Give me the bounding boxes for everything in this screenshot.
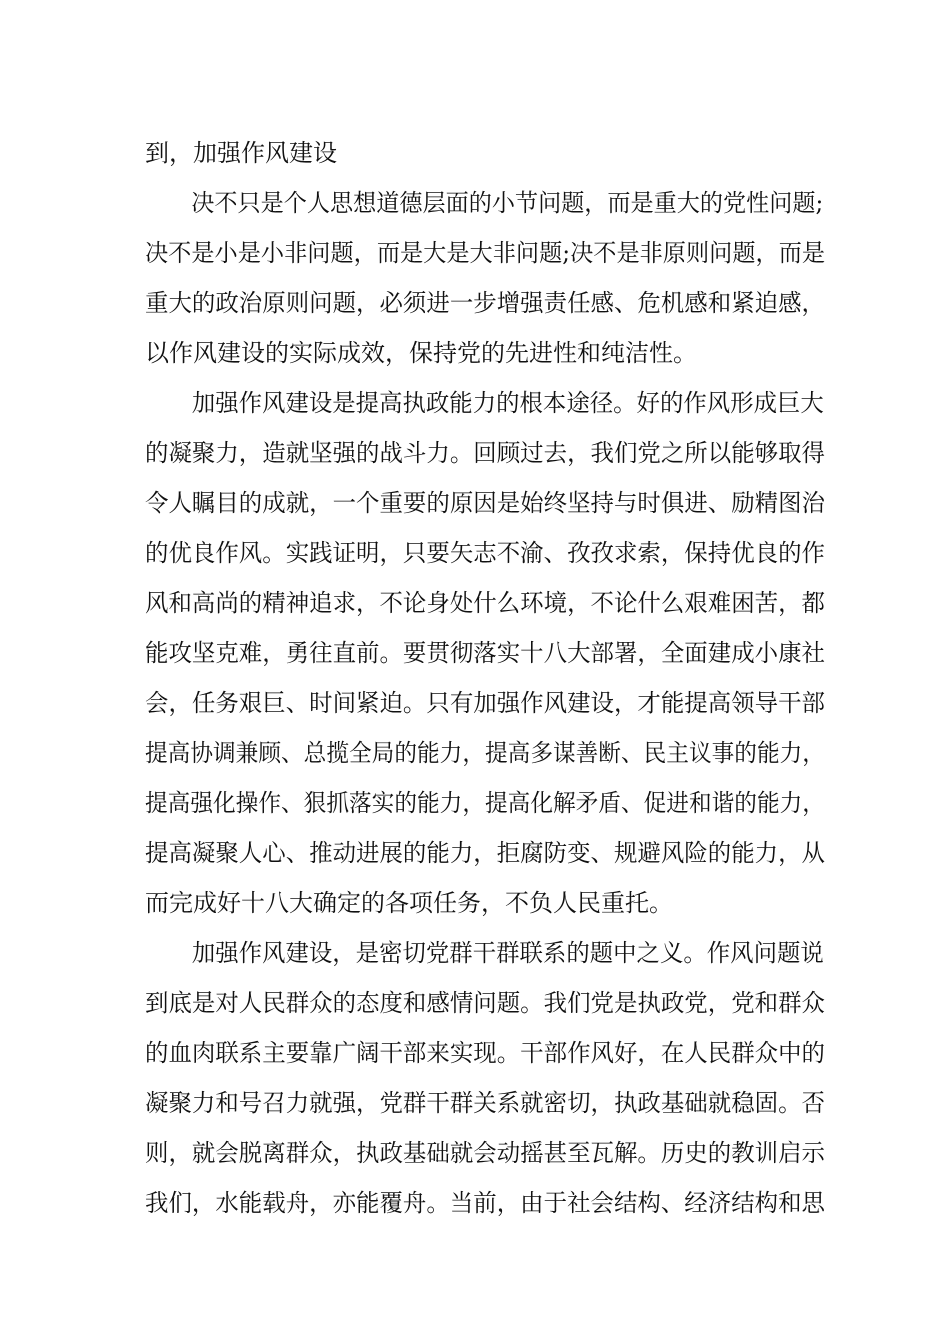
- text-line: 决不只是个人思想道德层面的小节问题，而是重大的党性问题;: [191, 189, 824, 217]
- text-line: 重大的政治原则问题，必须进一步增强责任感、危机感和紧迫感，: [145, 289, 825, 317]
- body-text: [145, 128, 825, 1228]
- text-line: 到底是对人民群众的态度和感情问题。我们党是执政党，党和群众: [145, 989, 825, 1017]
- text-line: 我们，水能载舟，亦能覆舟。当前，由于社会结构、经济结构和思: [145, 1189, 825, 1217]
- text-line: 提高凝聚人心、推动进展的能力，拒腐防变、规避风险的能力，从: [145, 839, 825, 867]
- text-line: 加强作风建设，是密切党群干群联系的题中之义。作风问题说: [191, 939, 824, 967]
- text-line: 的凝聚力，造就坚强的战斗力。回顾过去，我们党之所以能够取得: [145, 439, 825, 467]
- text-line: 令人瞩目的成就，一个重要的原因是始终坚持与时俱进、励精图治: [145, 489, 825, 517]
- text-line: 提高强化操作、狠抓落实的能力，提高化解矛盾、促进和谐的能力，: [145, 789, 825, 817]
- text-line: 能攻坚克难，勇往直前。要贯彻落实十八大部署，全面建成小康社: [145, 639, 825, 667]
- text-line: 以作风建设的实际成效，保持党的先进性和纯洁性。: [145, 339, 697, 367]
- text-line: 决不是小是小非问题，而是大是大非问题;决不是非原则问题，而是: [145, 239, 826, 267]
- text-line: 到，加强作风建设: [145, 139, 337, 167]
- text-line: 风和高尚的精神追求，不论身处什么环境，不论什么艰难困苦，都: [145, 589, 825, 617]
- text-line: 而完成好十八大确定的各项任务，不负人民重托。: [145, 889, 673, 917]
- text-line: 则，就会脱离群众，执政基础就会动摇甚至瓦解。历史的教训启示: [145, 1139, 825, 1167]
- text-line: 提高协调兼顾、总揽全局的能力，提高多谋善断、民主议事的能力，: [145, 739, 825, 767]
- text-line: 会，任务艰巨、时间紧迫。只有加强作风建设，才能提高领导干部: [145, 689, 825, 717]
- text-line: 的优良作风。实践证明，只要矢志不渝、孜孜求索，保持优良的作: [145, 539, 825, 567]
- text-line: 的血肉联系主要靠广阔干部来实现。干部作风好，在人民群众中的: [145, 1039, 825, 1067]
- text-line: 加强作风建设是提高执政能力的根本途径。好的作风形成巨大: [191, 389, 824, 417]
- text-line: 凝聚力和号召力就强，党群干群关系就密切，执政基础就稳固。否: [145, 1089, 825, 1117]
